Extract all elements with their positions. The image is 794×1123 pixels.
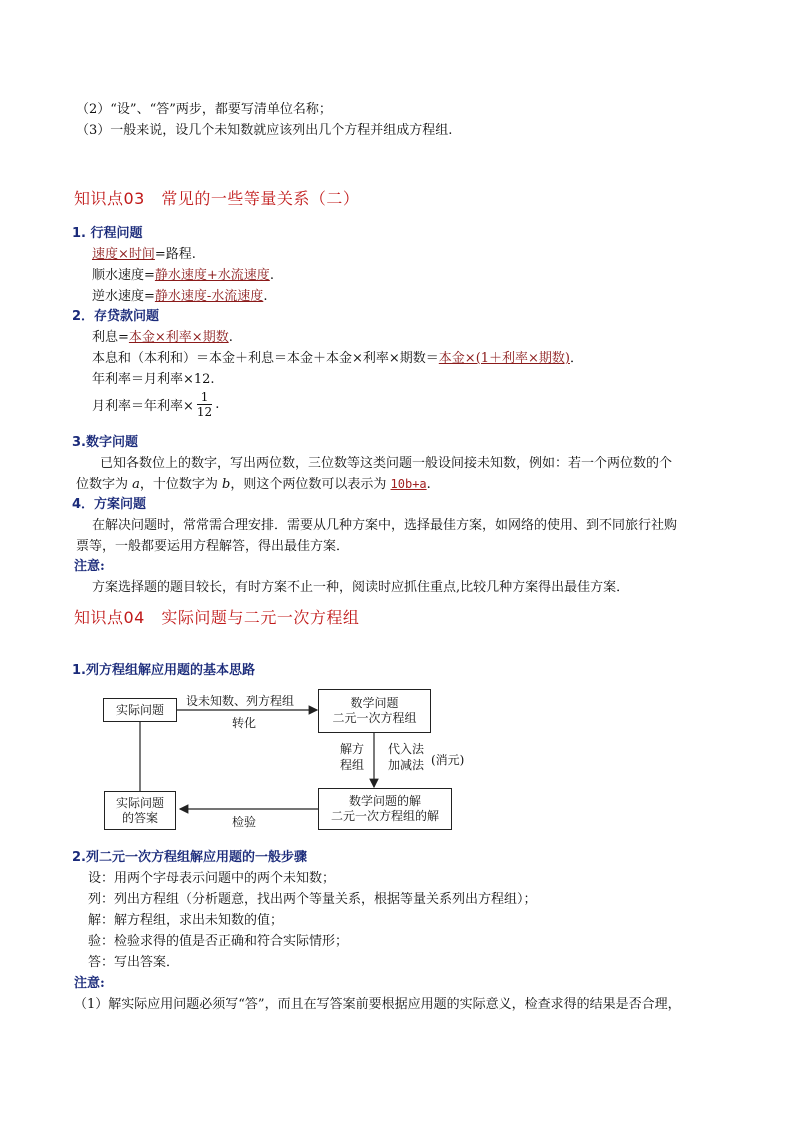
heading-digits: 3.数字问题: [72, 435, 138, 450]
box-math-problem: 数学问题 二元一次方程组: [318, 689, 431, 733]
heading-steps: 2.列二元一次方程组解应用题的一般步骤: [72, 850, 307, 865]
step-item: 解：解方程组，求出未知数的值；: [88, 913, 284, 928]
heading-plan: 4．方案问题: [72, 497, 147, 512]
label-methods: 代入法 加减法: [388, 742, 425, 772]
step-item: 设：用两个字母表示问题中的两个未知数；: [88, 871, 336, 886]
travel-line-3: 逆水速度=静水速度-水流速度.: [92, 289, 268, 304]
underlined-term: 静水速度+水流速度: [154, 268, 270, 283]
note-heading: 注意:: [74, 559, 105, 574]
underlined-term: 本金×(1＋利率×期数): [438, 351, 570, 366]
box-real-problem: 实际问题: [103, 698, 177, 722]
underlined-term: 静水速度-水流速度: [154, 289, 264, 304]
fraction: $\frac{1}{12}$: [196, 390, 213, 419]
underlined-term: 本金×利率×期数: [128, 330, 229, 345]
label-check: 检验: [232, 815, 257, 829]
plan-line-2: 票等，一般都要运用方程解答，得出最佳方案．: [76, 539, 350, 554]
heading-travel: 1. 行程问题: [72, 226, 143, 241]
section-title-03: 知识点03 常见的一些等量关系（二）: [74, 189, 360, 208]
step-item: 验：检验求得的值是否正确和符合实际情形；: [88, 934, 349, 949]
text-line: （3）一般来说，设几个未知数就应该列出几个方程并组成方程组.: [76, 123, 453, 138]
underlined-term: 速度×时间: [92, 247, 155, 262]
label-eliminate: (消元): [431, 753, 465, 767]
travel-line-1: 速度×时间=路程.: [92, 247, 196, 262]
note-text: （1）解实际应用问题必须写“答”，而且在写答案前要根据应用题的实际意义，检查求得的结果是否合理，: [74, 997, 681, 1012]
heading-flow: 1.列方程组解应用题的基本思路: [72, 663, 255, 678]
label-solve-system: 解方 程组: [340, 742, 365, 772]
travel-line-2: 顺水速度=静水速度+水流速度.: [92, 268, 274, 283]
box-real-answer: 实际问题 的答案: [104, 791, 176, 830]
digits-line-1: 已知各数位上的数字，写出两位数，三位数等这类问题一般设间接未知数，例如：若一个两位数的个: [100, 456, 673, 471]
step-item: 答：写出答案．: [88, 955, 180, 970]
text-line: （2）“设”、“答”两步，都要写清单位名称；: [76, 102, 332, 117]
loan-line-2: 本息和（本利和）＝本金＋利息＝本金＋本金×利率×期数＝本金×(1＋利率×期数)．: [92, 351, 584, 366]
loan-line-1: 利息=本金×利率×期数.: [92, 330, 233, 345]
digits-line-2: 位数字为 a，十位数字为 b，则这个两位数可以表示为 10b+a.: [76, 477, 431, 492]
step-item: 列：列出方程组（分析题意，找出两个等量关系，根据等量关系列出方程组）；: [88, 892, 537, 907]
section-title-04: 知识点04 实际问题与二元一次方程组: [74, 608, 360, 627]
box-math-solution: 数学问题的解 二元一次方程组的解: [318, 788, 452, 830]
label-transform: 转化: [232, 716, 257, 730]
heading-loan: 2．存贷款问题: [72, 309, 160, 324]
note-text: 方案选择题的题目较长，有时方案不止一种，阅读时应抓住重点,比较几种方案得出最佳方案．: [92, 580, 630, 595]
label-set-unknowns: 设未知数、列方程组: [186, 694, 295, 708]
note-heading: 注意:: [74, 976, 105, 991]
loan-line-4: 月利率＝年利率× $\frac{1}{12}$ .: [92, 390, 220, 419]
expression: 10b+a: [390, 477, 427, 491]
plan-line-1: 在解决问题时，常常需合理安排．需要从几种方案中，选择最佳方案，如网络的使用、到不同旅行社购: [92, 518, 678, 533]
loan-line-3: 年利率＝月利率×12.: [92, 372, 215, 387]
